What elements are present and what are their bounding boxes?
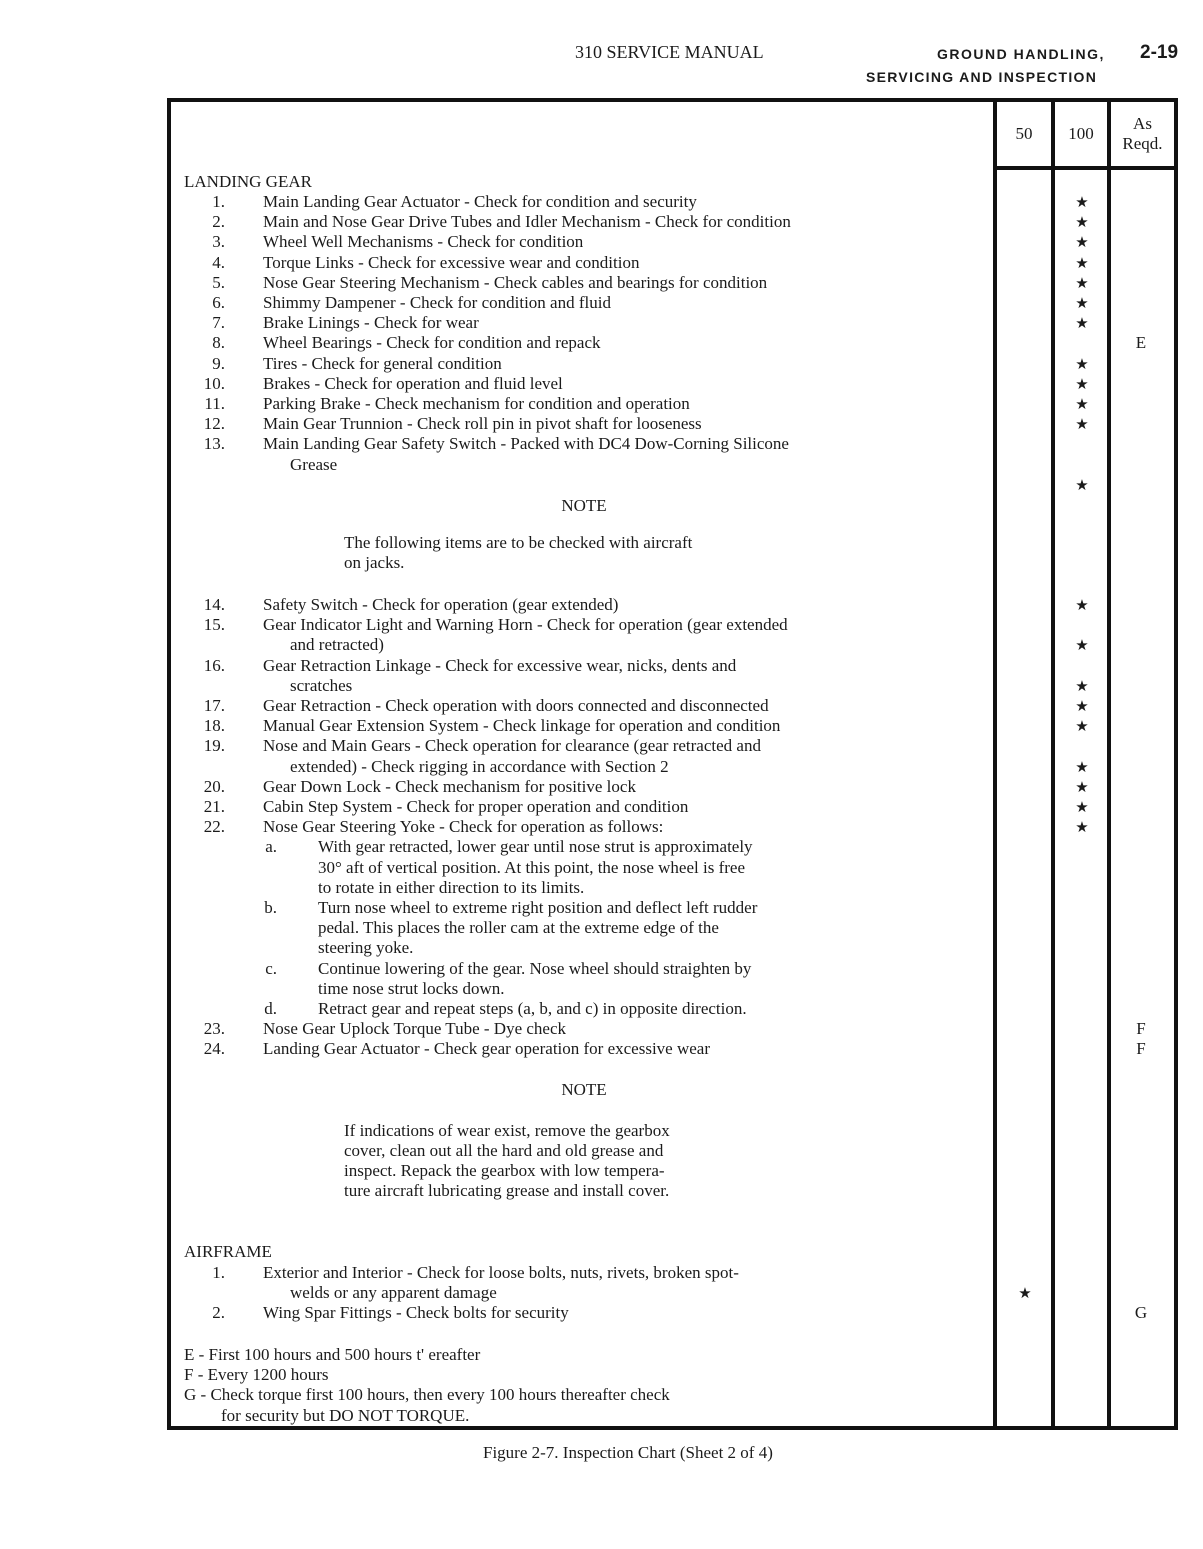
item-number: 1.	[212, 192, 225, 211]
as-required-code: E	[1135, 333, 1147, 353]
item-text: Nose and Main Gears - Check operation for clearance (gear retracted and	[263, 736, 761, 756]
note-line: on jacks.	[344, 553, 405, 572]
table-row	[171, 1019, 991, 1039]
item-number: 6.	[212, 293, 225, 312]
item-number: 21.	[203, 797, 225, 816]
item-text: Nose Gear Uplock Torque Tube - Dye check	[263, 1019, 567, 1039]
table-row	[171, 212, 991, 232]
table-row	[171, 253, 991, 273]
item-number: 12.	[203, 414, 225, 434]
item-text: Nose Gear Steering Mechanism - Check cables and bearings for condition	[263, 272, 768, 292]
check-mark-100: ★	[1075, 395, 1089, 413]
check-mark-100: ★	[1075, 193, 1089, 211]
note-heading: NOTE	[561, 496, 607, 515]
item-text: Cabin Step System - Check for proper operation and condition	[263, 797, 689, 816]
item-text: steering yoke.	[318, 938, 414, 958]
item-text: Nose Gear Steering Yoke - Check for operation as follows:	[263, 817, 664, 837]
table-row	[171, 414, 991, 434]
page-number: 2-19	[1140, 42, 1179, 63]
item-text: Main and Nose Gear Drive Tubes and Idler Mechanism - Check for condition	[263, 212, 791, 232]
item-number: 9.	[212, 353, 225, 373]
table-row	[171, 1263, 991, 1283]
item-number: 19.	[203, 736, 225, 756]
column-divider	[1107, 102, 1111, 1426]
item-text: welds or any apparent damage	[290, 1283, 497, 1303]
item-number: 23.	[203, 1019, 225, 1039]
inspection-chart-table	[167, 98, 1178, 1430]
table-row	[171, 635, 991, 655]
table-row	[171, 878, 991, 898]
item-text: Continue lowering of the gear. Nose wheel should straighten by	[318, 958, 752, 978]
footnote: for security but DO NOT TORQUE.	[221, 1405, 470, 1425]
check-mark-100: ★	[1075, 415, 1089, 434]
item-text: Wheel Bearings - Check for condition and repack	[263, 333, 601, 353]
item-number: 11.	[204, 394, 225, 413]
item-number: 17.	[203, 696, 225, 715]
note-line: The following items are to be checked with aircraft	[344, 533, 693, 552]
sub-item-letter: a.	[265, 837, 277, 857]
note-heading: NOTE	[561, 1080, 607, 1099]
check-mark-50: ★	[1018, 1284, 1032, 1303]
item-text: Retract gear and repeat steps (a, b, and c) in opposite direction.	[318, 999, 747, 1018]
section-landing-gear: LANDING GEAR	[184, 172, 312, 191]
table-row	[171, 837, 991, 857]
header-rule	[997, 166, 1174, 170]
item-text: With gear retracted, lower gear until nose strut is approximately	[318, 837, 753, 857]
table-row	[171, 959, 991, 979]
col-asreq-header: As Reqd.	[1122, 114, 1163, 153]
check-mark-100: ★	[1075, 717, 1089, 736]
item-number: 20.	[203, 776, 225, 796]
table-row	[171, 293, 991, 313]
table-row	[171, 273, 991, 293]
table-row	[171, 1303, 991, 1323]
table-row	[171, 797, 991, 817]
manual-title: 310 SERVICE MANUAL	[575, 42, 764, 62]
subsection-title: SERVICING AND INSPECTION	[866, 69, 1098, 85]
table-row	[171, 374, 991, 394]
item-number: 24.	[203, 1039, 225, 1059]
table-row	[171, 615, 991, 635]
item-text: scratches	[290, 675, 353, 695]
check-mark-100: ★	[1075, 818, 1089, 837]
sub-item-letter: c.	[265, 958, 277, 978]
table-row	[171, 455, 991, 475]
col-100-header: 100	[1068, 124, 1094, 143]
table-row	[171, 676, 991, 696]
item-text: Brake Linings - Check for wear	[263, 313, 479, 333]
table-row	[171, 736, 991, 756]
item-number: 8.	[212, 333, 225, 353]
table-row	[171, 858, 991, 878]
item-text: to rotate in either direction to its limits.	[318, 877, 585, 897]
table-row	[171, 475, 991, 495]
check-mark-100: ★	[1075, 374, 1089, 393]
note-line: cover, clean out all the hard and old grease and	[344, 1141, 664, 1160]
item-text: Gear Down Lock - Check mechanism for positive lock	[263, 776, 636, 796]
check-mark-100: ★	[1075, 253, 1089, 272]
item-number: 10.	[203, 373, 225, 393]
check-mark-100: ★	[1075, 273, 1089, 292]
note-line: If indications of wear exist, remove the gearbox	[344, 1121, 670, 1140]
item-text: Parking Brake - Check mechanism for condition and operation	[263, 394, 690, 413]
note-line: ture aircraft lubricating grease and install cover.	[344, 1181, 670, 1200]
item-number: 18.	[203, 716, 225, 736]
item-text: Brakes - Check for operation and fluid level	[263, 373, 563, 393]
item-text: Main Landing Gear Safety Switch - Packed with DC4 Dow-Corning Silicone	[263, 434, 789, 454]
table-row	[171, 999, 991, 1019]
table-row	[171, 595, 991, 615]
table-row	[171, 777, 991, 797]
check-mark-100: ★	[1075, 676, 1089, 695]
table-row	[171, 696, 991, 716]
col-50-header: 50	[1015, 124, 1033, 143]
column-divider	[993, 102, 997, 1426]
table-row	[171, 192, 991, 212]
item-number: 1.	[212, 1263, 225, 1282]
note-body	[344, 1121, 670, 1201]
table-row	[171, 354, 991, 374]
note-line: inspect. Repack the gearbox with low tempera-	[344, 1161, 665, 1180]
table-row	[171, 716, 991, 736]
table-row	[171, 333, 991, 353]
item-number: 16.	[203, 655, 225, 675]
check-mark-100: ★	[1075, 798, 1089, 816]
item-text: Main Landing Gear Actuator - Check for condition and security	[263, 192, 697, 211]
section-title: GROUND HANDLING,	[937, 46, 1105, 62]
item-number: 2.	[212, 212, 225, 232]
item-text: Wing Spar Fittings - Check bolts for security	[263, 1303, 569, 1323]
check-mark-100: ★	[1075, 475, 1089, 494]
table-row	[171, 394, 991, 414]
check-mark-100: ★	[1075, 757, 1089, 776]
item-text: Shimmy Dampener - Check for condition and fluid	[263, 293, 611, 312]
check-mark-100: ★	[1075, 294, 1089, 312]
item-text: Tires - Check for general condition	[263, 353, 502, 373]
check-mark-100: ★	[1075, 636, 1089, 655]
table-row	[171, 898, 991, 918]
check-mark-100: ★	[1075, 213, 1089, 232]
item-text: Gear Retraction Linkage - Check for excessive wear, nicks, dents and	[263, 655, 737, 675]
item-text: time nose strut locks down.	[318, 978, 505, 998]
check-mark-100: ★	[1075, 596, 1089, 614]
item-text: Grease	[290, 454, 338, 474]
section-airframe: AIRFRAME	[184, 1242, 272, 1261]
check-mark-100: ★	[1075, 697, 1089, 715]
as-required-code: G	[1134, 1303, 1148, 1323]
item-text: extended) - Check rigging in accordance with Section 2	[290, 756, 669, 776]
item-text: Manual Gear Extension System - Check linkage for operation and condition	[263, 716, 781, 736]
check-mark-100: ★	[1075, 354, 1089, 373]
sub-item-letter: b.	[264, 898, 277, 917]
item-text: Landing Gear Actuator - Check gear operation for excessive wear	[263, 1039, 710, 1059]
item-text: pedal. This places the roller cam at the extreme edge of the	[318, 918, 719, 938]
item-text: Gear Indicator Light and Warning Horn - Check for operation (gear extended	[263, 615, 788, 635]
item-number: 15.	[203, 615, 225, 635]
item-text: Exterior and Interior - Check for loose bolts, nuts, rivets, broken spot-	[263, 1263, 739, 1282]
table-row	[171, 1039, 991, 1059]
item-number: 4.	[212, 252, 225, 272]
item-text: Turn nose wheel to extreme right position and deflect left rudder	[318, 898, 758, 917]
sub-item-letter: d.	[264, 999, 277, 1018]
item-text: and retracted)	[290, 635, 384, 655]
footnote: F - Every 1200 hours	[184, 1365, 329, 1385]
item-number: 22.	[203, 817, 225, 837]
table-row	[171, 1283, 991, 1303]
footnote: G - Check torque first 100 hours, then every 100 hours thereafter check	[184, 1385, 670, 1405]
check-mark-100: ★	[1075, 314, 1089, 333]
item-text: Torque Links - Check for excessive wear and condition	[263, 252, 640, 272]
check-mark-100: ★	[1075, 777, 1089, 796]
table-row	[171, 434, 991, 454]
as-required-code: F	[1136, 1019, 1146, 1039]
item-text: Safety Switch - Check for operation (gear extended)	[263, 595, 619, 614]
table-row	[171, 656, 991, 676]
check-mark-100: ★	[1075, 233, 1089, 252]
item-number: 13.	[203, 434, 225, 454]
item-number: 14.	[203, 595, 225, 614]
item-text: Gear Retraction - Check operation with doors connected and disconnected	[263, 696, 769, 715]
as-required-code: F	[1136, 1039, 1146, 1059]
table-row	[171, 938, 991, 958]
table-row	[171, 232, 991, 252]
item-text: Wheel Well Mechanisms - Check for condition	[263, 232, 584, 252]
item-number: 5.	[212, 272, 225, 292]
table-row	[171, 817, 991, 837]
figure-caption: Figure 2-7. Inspection Chart (Sheet 2 of 4)	[483, 1443, 773, 1462]
table-row	[171, 757, 991, 777]
table-row	[171, 918, 991, 938]
note-body	[344, 533, 692, 573]
item-number: 2.	[212, 1303, 225, 1323]
item-text: 30° aft of vertical position. At this point, the nose wheel is free	[318, 857, 745, 877]
column-divider	[1051, 102, 1055, 1426]
item-number: 3.	[212, 232, 225, 252]
item-text: Main Gear Trunnion - Check roll pin in pivot shaft for looseness	[263, 414, 702, 434]
table-row	[171, 313, 991, 333]
item-number: 7.	[212, 313, 225, 333]
table-row	[171, 979, 991, 999]
footnote: E - First 100 hours and 500 hours t' ereafter	[184, 1345, 481, 1364]
